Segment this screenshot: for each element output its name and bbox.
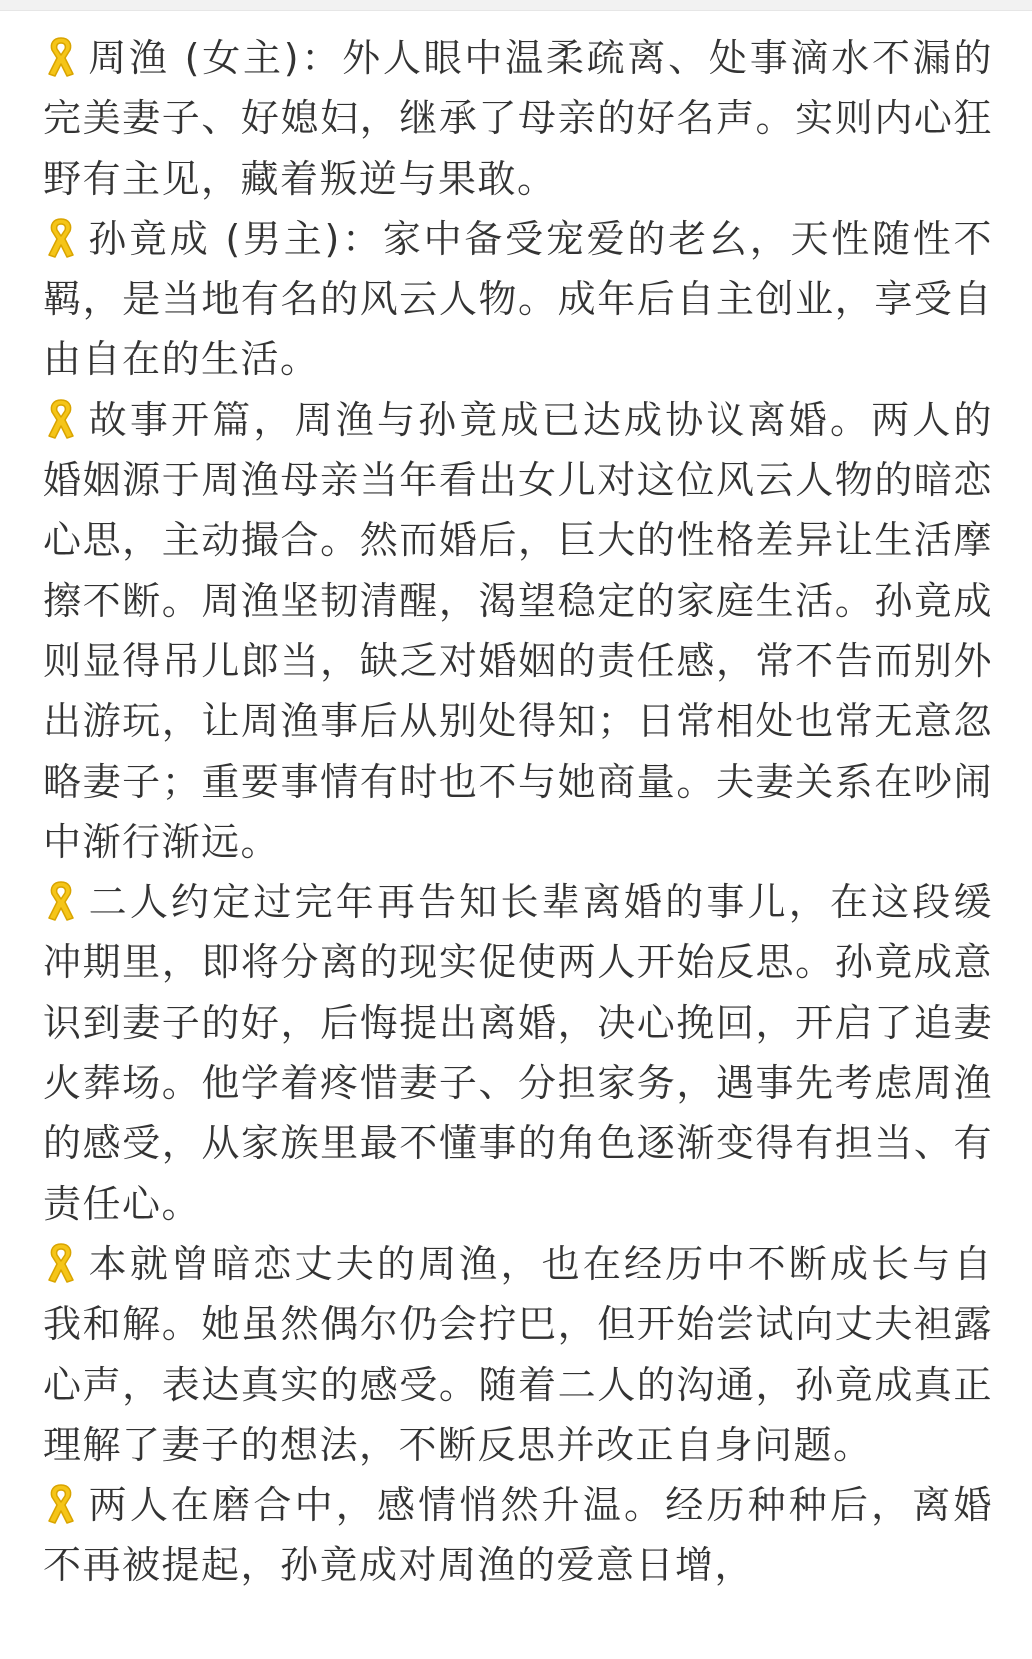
yellow-ribbon-icon (43, 1240, 79, 1286)
yellow-ribbon-icon (43, 215, 79, 261)
paragraph-text: 周渔 (女主)：外人眼中温柔疏离、处事滴水不漏的完美妻子、好媳妇，继承了母亲的好名声。实则内心狂野有主见，藏着叛逆与果敢。 (43, 36, 993, 201)
yellow-ribbon-icon (43, 878, 79, 924)
paragraph-male-lead (43, 209, 993, 390)
paragraph-story-opening (43, 390, 993, 872)
yellow-ribbon-icon (43, 34, 79, 80)
top-divider (0, 0, 1032, 11)
paragraph-text: 本就曾暗恋丈夫的周渔，也在经历中不断成长与自我和解。她虽然偶尔仍会拧巴，但开始尝试向丈夫袒露心声，表达真实的感受。随着二人的沟通，孙竟成真正理解了妻子的想法，不断反思并改正自身问题。 (43, 1241, 993, 1467)
paragraph-reconciliation (43, 1475, 993, 1596)
paragraph-text: 二人约定过完年再告知长辈离婚的事儿，在这段缓冲期里，即将分离的现实促使两人开始反思。孙竟成意识到妻子的好，后悔提出离婚，决心挽回，开启了追妻火葬场。他学着疼惜妻子、分担家务，遇事先考虑周渔的感受，从家族里最不懂事的角色逐渐变得有担当、有责任心。 (43, 880, 993, 1226)
paragraph-text: 故事开篇，周渔与孙竟成已达成协议离婚。两人的婚姻源于周渔母亲当年看出女儿对这位风云人物的暗恋心思，主动撮合。然而婚后，巨大的性格差异让生活摩擦不断。周渔坚韧清醒，渴望稳定的家庭生活。孙竟成则显得吊儿郎当，缺乏对婚姻的责任感，常不告而别外出游玩，让周渔事后从别处得知；日常相处也常无意忽略妻子；重要事情有时也不与她商量。夫妻关系在吵闹中渐行渐远。 (43, 397, 993, 864)
bottom-fade (0, 1629, 1032, 1659)
paragraph-female-lead (43, 28, 993, 209)
paragraph-buffer-period (43, 872, 993, 1234)
paragraph-growth (43, 1234, 993, 1475)
yellow-ribbon-icon (43, 396, 79, 442)
paragraph-text: 孙竟成 (男主)：家中备受宠爱的老幺，天性随性不羁，是当地有名的风云人物。成年后自主创业，享受自由自在的生活。 (43, 216, 993, 382)
paragraph-text: 两人在磨合中，感情悄然升温。经历种种后，离婚不再被提起，孙竟成对周渔的爱意日增， (43, 1483, 993, 1588)
post-body (43, 28, 993, 1596)
yellow-ribbon-icon (43, 1481, 79, 1527)
